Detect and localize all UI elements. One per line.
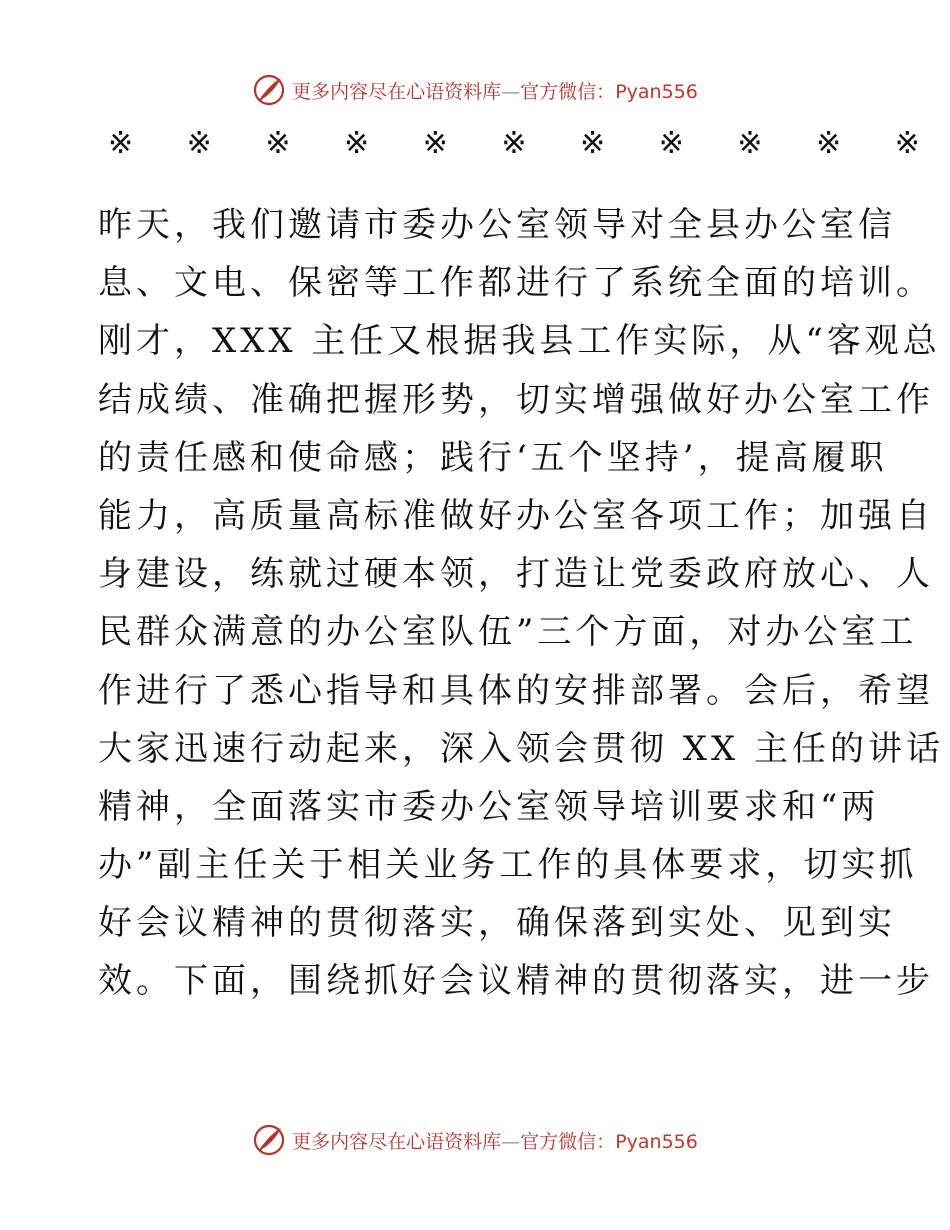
banner-dash: — [501, 80, 521, 103]
banner-text [292, 1127, 698, 1154]
quill-logo-icon [252, 1123, 286, 1157]
footer-banner [0, 1120, 950, 1160]
paragraph-line: 精神，全面落实市委办公室领导培训要求和“两 [98, 786, 880, 827]
banner-dash: — [501, 1130, 521, 1153]
paragraph-line: 办”副主任关于相关业务工作的具体要求，切实抓 [98, 845, 918, 886]
paragraph-line: 结成绩、准确把握形势，切实增强做好办公室工作 [98, 379, 934, 420]
banner-official: 官方微信： [520, 80, 616, 103]
banner-wechat-id: Pyan556 [615, 80, 698, 103]
banner-main: 更多内容尽在心语资料库 [292, 1130, 502, 1153]
quill-logo-icon [252, 73, 286, 107]
paragraph-line: 的责任感和使命感；践行‘五个坚持’，提高履职 [98, 437, 888, 478]
paragraph-line: 昨天，我们邀请市委办公室领导对全县办公室信 [98, 205, 896, 245]
document-paragraph [98, 196, 945, 1011]
paragraph-line: 效。下面，围绕抓好会议精神的贯彻落实，进一步 [98, 961, 934, 1002]
paragraph-line: 刚才，XXX 主任又根据我县工作实际，从“客观总 [98, 321, 941, 362]
header-banner [0, 70, 950, 110]
paragraph-line: 能力，高质量高标准做好办公室各项工作；加强自 [98, 495, 934, 536]
banner-main: 更多内容尽在心语资料库 [292, 80, 502, 103]
paragraph-line: 作进行了悉心指导和具体的安排部署。会后，希望 [98, 670, 934, 711]
banner-wechat-id: Pyan556 [615, 1130, 698, 1153]
paragraph-line: 好会议精神的贯彻落实，确保落到实处、见到实 [98, 903, 896, 944]
banner-text [292, 77, 698, 104]
paragraph-line: 身建设，练就过硬本领，打造让党委政府放心、人 [98, 554, 934, 595]
banner-official: 官方微信： [520, 1130, 616, 1153]
paragraph-line: 息、文电、保密等工作都进行了系统全面的培训。 [98, 263, 934, 304]
paragraph-line: 大家迅速行动起来，深入领会贯彻 XX 主任的讲话 [98, 728, 945, 769]
paragraph-line: 民群众满意的办公室队伍”三个方面，对办公室工 [98, 612, 918, 653]
section-separator: ※ ※ ※ ※ ※ ※ ※ ※ ※ ※ ※ [108, 126, 942, 161]
